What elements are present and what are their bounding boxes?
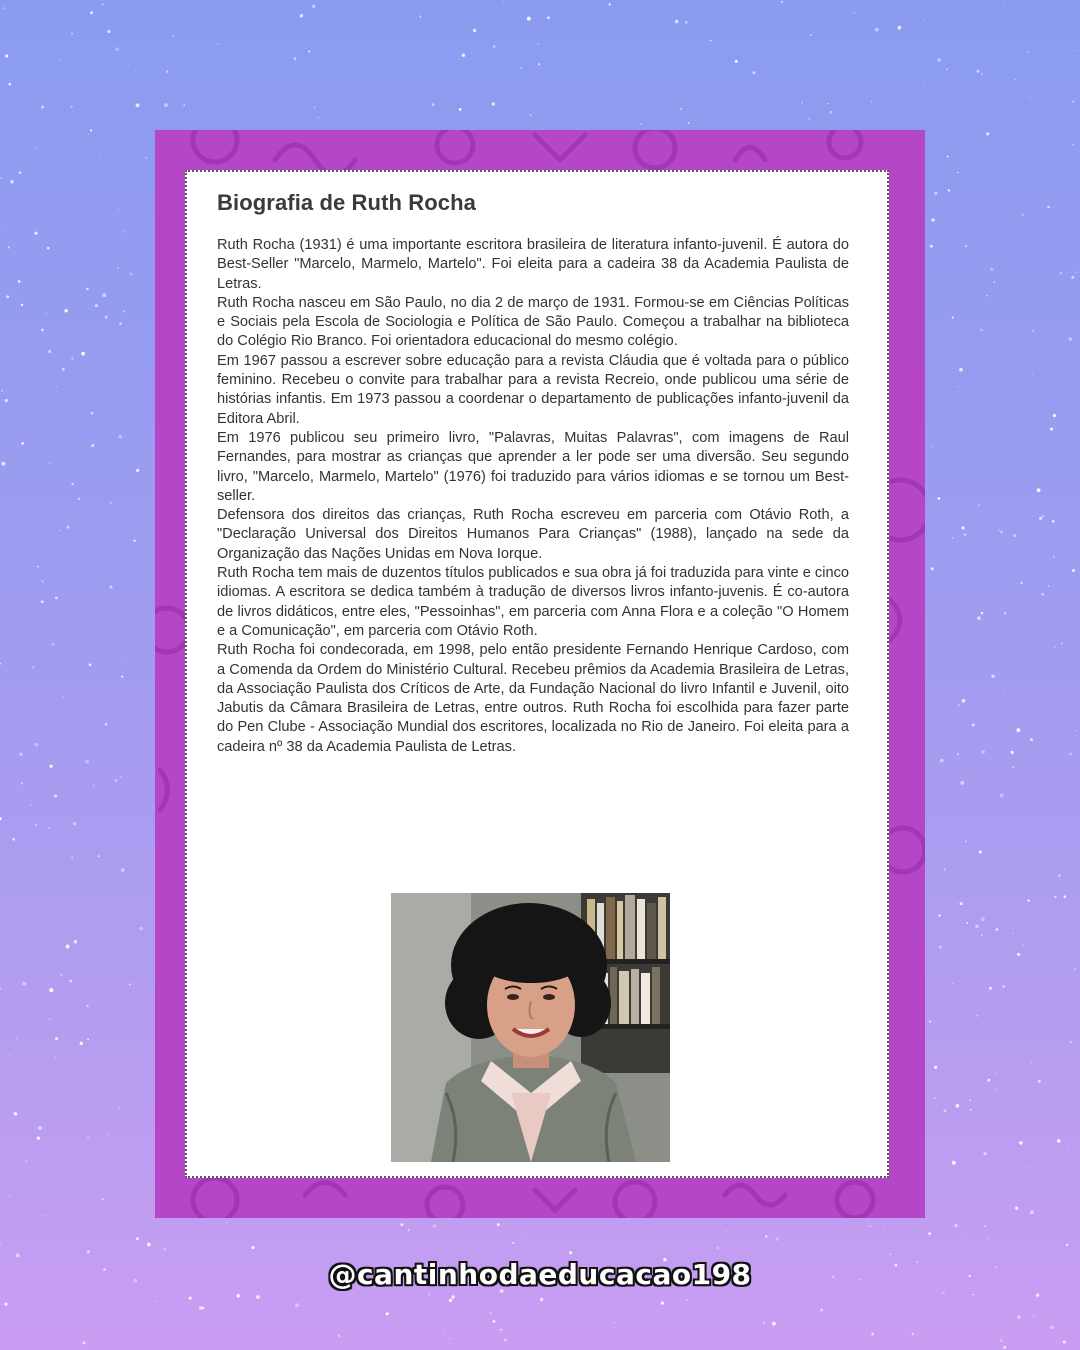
paragraph: Em 1967 passou a escrever sobre educação para a revista Cláudia que é voltada para o público feminino. Recebeu o convite para trabalhar para a revista Recreio, onde publicou uma série de histórias infantis. Em 1973 passou a coordenar o departamento de publicações infanto-juvenil da Editora Abril. [217,352,849,427]
biography-page [185,170,889,1178]
instagram-handle: @cantinhodaeducacao198 [328,1258,752,1291]
document-body [217,236,849,757]
paragraph: Defensora dos direitos das crianças, Ruth Rocha escreveu em parceria com Otávio Roth, a "Declaração Universal dos Direitos Humanos Para Crianças" (1988), lançado na sede da Organização das Nações Unidas em Nova Iorque. [217,507,849,562]
paragraph: Em 1976 publicou seu primeiro livro, "Palavras, Muitas Palavras", com imagens de Raul Fernandes, para mostrar as crianças que aprender a ler pode ser uma diversão. Seu segundo livro, "Marcelo, Marmelo, Martelo" (1976) foi traduzido para vários idiomas e se tornou um Best-seller. [217,429,849,504]
paragraph: Ruth Rocha nasceu em São Paulo, no dia 2 de março de 1931. Formou-se em Ciências Políticas e Sociais pela Escola de Sociologia e Política de São Paulo. Começou a trabalhar na biblioteca do Colégio Rio Branco. Foi orientadora educacional do mesmo colégio. [217,294,849,350]
paragraph: Ruth Rocha tem mais de duzentos títulos publicados e sua obra já foi traduzida para vinte e cinco idiomas. A escritora se dedica também à tradução de diversos livros infanto-juvenis. É co-autora de livros didáticos, entre eles, "Pessoinhas", em parceria com Anna Flora e a coleção "O Homem e a Comunicação", em parceria com Otávio Roth. [217,565,849,639]
document-title: Biografia de Ruth Rocha [217,190,476,215]
paragraph: Ruth Rocha (1931) é uma importante escritora brasileira de literatura infanto-juvenil. É autora do Best-Seller "Marcelo, Marmelo, Martelo". Foi eleita para a cadeira 38 da Academia Paulista de Letras. [217,237,849,292]
paragraph: Ruth Rocha foi condecorada, em 1998, pelo então presidente Fernando Henrique Cardoso, com a Comenda da Ordem do Ministério Cultural. Recebeu prêmios da Academia Brasileira de Letras, da Associação Paulista dos Críticos de Arte, da Fundação Nacional do livro Infantil e Juvenil, oito Jabutis da Câmara Brasileira de Letras, entre outros. Ruth Rocha foi escolhida para fazer parte do Pen Clube - Associação Mundial dos escritores, localizada no Rio de Janeiro. Foi eleita para a cadeira nº 38 da Academia Paulista de Letras. [217,642,849,755]
author-portrait [391,893,670,1162]
